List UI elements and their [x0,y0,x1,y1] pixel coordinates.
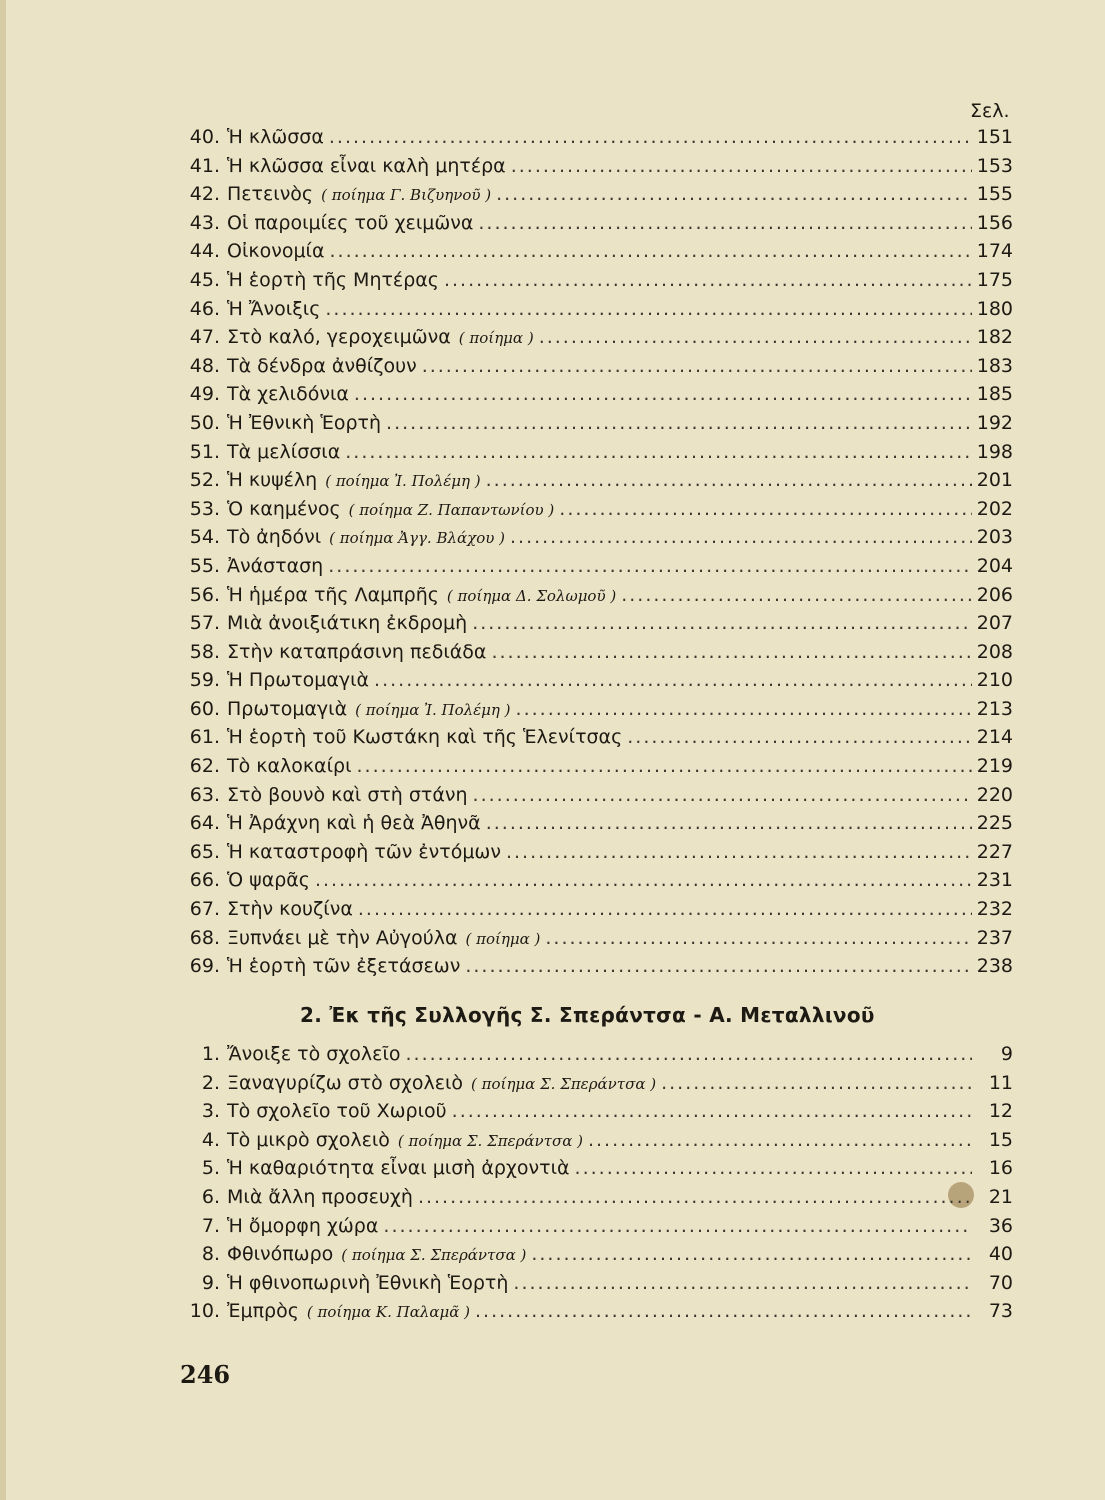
entry-page-number: 227 [976,840,1013,863]
dot-leader [486,469,972,491]
dot-leader [330,240,972,262]
dot-leader [374,669,972,691]
entry-page-number: 11 [988,1071,1013,1094]
entry-page-number: 12 [988,1100,1013,1123]
dot-leader [491,641,971,663]
entry-number: 57. [189,612,220,635]
toc-entry [175,898,1013,927]
entry-number: 54. [189,526,220,549]
toc-entry [175,726,1013,755]
dot-leader [627,726,972,748]
entry-page-number: 21 [988,1185,1013,1208]
entry-page-number: 151 [976,126,1013,148]
entry-number: 3. [201,1100,220,1123]
dot-leader [444,269,972,291]
entry-number: 1. [201,1043,220,1065]
toc-entry [175,841,1013,870]
dot-leader [545,927,971,949]
entry-number: 61. [189,726,220,749]
dot-leader [506,841,972,863]
toc-entry [175,669,1013,698]
entry-page-number: 182 [976,326,1013,349]
entry-title: Στὸ καλό, γεροχειμῶνα [227,326,451,349]
entry-page-number: 73 [988,1300,1013,1323]
entry-number: 49. [189,383,220,406]
toc-entry [175,212,1013,241]
entry-title: Τὸ σχολεῖο τοῦ Χωριοῦ [227,1100,447,1123]
entry-title: Ἡ ἑορτὴ τοῦ Κωστάκη καὶ τῆς Ἑλενίτσας [227,726,623,749]
dot-leader [588,1129,972,1151]
toc-entry [175,469,1013,498]
toc-entry [175,784,1013,813]
toc-list-section-2 [175,1043,1013,1329]
dot-leader [329,126,972,148]
entry-title: Τὸ καλοκαίρι [227,755,352,778]
toc-entry [175,698,1013,727]
entry-number: 65. [189,840,220,863]
entry-number: 66. [189,869,220,892]
entry-page-number: 237 [976,926,1013,949]
toc-entry [175,126,1013,155]
dot-leader [358,898,972,920]
entry-page-number: 202 [976,497,1013,520]
entry-page-number: 208 [976,640,1013,663]
entry-title: Ἡ ἑορτὴ τῆς Μητέρας [227,268,439,291]
entry-note: ( ποίημα Ἰ. Πολέμη ) [355,700,511,719]
toc-entry [175,183,1013,212]
entry-title: Μιὰ ἀνοιξιάτικη ἐκδρομὴ [227,612,468,635]
toc-entry [175,755,1013,784]
toc-entry [175,812,1013,841]
entry-title: Ἡ καθαριότητα εἶναι μισὴ ἀρχοντιὰ [227,1157,570,1180]
dot-leader [511,155,972,177]
entry-page-number: 207 [976,612,1013,635]
entry-title: Ἡ ἡμέρα τῆς Λαμπρῆς [227,583,439,606]
toc-entry [175,383,1013,412]
dot-leader [539,326,972,348]
entry-title: Στὸ βουνὸ καὶ στὴ στάνη [227,783,468,806]
entry-page-number: 192 [976,411,1013,434]
entry-page-number: 156 [976,211,1013,234]
entry-title: Ἡ ἑορτὴ τῶν ἐξετάσεων [227,955,461,978]
entry-title: Ὁ ψαρᾶς [227,869,310,892]
entry-number: 10. [189,1300,220,1323]
entry-number: 4. [201,1128,220,1151]
entry-number: 48. [189,354,220,377]
toc-entry [175,1215,1013,1244]
toc-entry [175,269,1013,298]
entry-number: 60. [189,697,220,720]
entry-number: 43. [189,211,220,234]
dot-leader [452,1100,972,1122]
entry-page-number: 225 [976,812,1013,835]
entry-number: 64. [189,812,220,835]
entry-title: Μιὰ ἄλλη προσευχὴ [227,1185,413,1208]
entry-page-number: 219 [976,755,1013,778]
entry-page-number: 70 [988,1271,1013,1294]
toc-entry [175,1129,1013,1158]
entry-number: 5. [201,1157,220,1180]
toc-entry [175,955,1013,984]
toc-entry [175,155,1013,184]
dot-leader [496,183,972,205]
entry-number: 53. [189,497,220,520]
dot-leader [383,1215,972,1237]
entry-number: 45. [189,268,220,291]
entry-page-number: 15 [988,1128,1013,1151]
toc-entry [175,1272,1013,1301]
entry-page-number: 201 [976,469,1013,492]
entry-number: 40. [189,126,220,148]
toc-entry [175,1043,1013,1072]
dot-leader [328,555,972,577]
entry-page-number: 220 [976,783,1013,806]
dot-leader [513,1272,972,1294]
entry-page-number: 16 [988,1157,1013,1180]
entry-title: Πετεινὸς [227,183,314,206]
entry-number: 9. [201,1271,220,1294]
page-column-label: Σελ. [970,100,1010,122]
toc-entry [175,612,1013,641]
entry-title: Τὰ χελιδόνια [227,383,349,406]
toc-entry [175,869,1013,898]
entry-page-number: 36 [988,1214,1013,1237]
entry-title: Ξαναγυρίζω στὸ σχολειὸ [227,1071,464,1094]
entry-title: Ὁ καημένος [227,497,341,520]
entry-number: 42. [189,183,220,206]
entry-number: 68. [189,926,220,949]
entry-note: ( ποίημα Δ. Σολωμοῦ ) [446,586,617,605]
entry-page-number: 40 [988,1243,1013,1266]
entry-number: 69. [189,955,220,978]
entry-note: ( ποίημα ) [465,929,541,948]
toc-entry [175,1300,1013,1329]
entry-page-number: 232 [976,898,1013,921]
entry-number: 63. [189,783,220,806]
entry-page-number: 174 [976,240,1013,263]
entry-page-number: 213 [976,697,1013,720]
dot-leader [354,383,972,405]
entry-title: Ἡ Πρωτομαγιὰ [227,669,370,692]
entry-note: ( ποίημα Ἰ. Πολέμη ) [325,472,481,491]
entry-page-number: 185 [976,383,1013,406]
entry-title: Φθινόπωρο [227,1243,334,1266]
dot-leader [661,1072,972,1094]
entry-number: 47. [189,326,220,349]
dot-leader [418,1186,972,1208]
dot-leader [345,441,971,463]
toc-entry [175,526,1013,555]
entry-number: 46. [189,297,220,320]
entry-number: 41. [189,154,220,177]
toc-entry [175,555,1013,584]
toc-entry [175,1243,1013,1272]
entry-page-number: 206 [976,583,1013,606]
entry-title: Τὰ μελίσσια [227,440,341,463]
entry-title: Ἡ καταστροφὴ τῶν ἐντόμων [227,840,501,863]
toc-entry [175,1186,1013,1215]
entry-number: 51. [189,440,220,463]
dot-leader [315,869,972,891]
entry-title: Ξυπνάει μὲ τὴν Αὐγούλα [227,926,458,949]
dot-leader [516,698,972,720]
entry-note: ( ποίημα Σ. Σπεράντσα ) [341,1246,527,1265]
entry-number: 52. [189,469,220,492]
toc-entry [175,355,1013,384]
toc-entry [175,641,1013,670]
dot-leader [478,212,971,234]
entry-title: Οἱ παροιμίες τοῦ χειμῶνα [227,211,474,234]
entry-note: ( ποίημα Ἀγγ. Βλάχου ) [329,529,505,548]
entry-number: 67. [189,898,220,921]
toc-entry [175,498,1013,527]
entry-page-number: 155 [976,183,1013,206]
entry-title: Πρωτομαγιὰ [227,697,348,720]
toc-entry [175,326,1013,355]
dot-leader [486,812,972,834]
dot-leader [325,298,971,320]
entry-title: Ἡ Ἀράχνη καὶ ἡ θεὰ Ἀθηνᾶ [227,812,481,835]
entry-number: 56. [189,583,220,606]
entry-page-number: 231 [976,869,1013,892]
entry-page-number: 214 [976,726,1013,749]
entry-note: ( ποίημα Κ. Παλαμᾶ ) [306,1303,470,1322]
entry-title: Ἡ Ἄνοιξις [227,297,321,320]
dot-leader [406,1043,973,1065]
dot-leader [531,1243,972,1265]
toc-entry [175,584,1013,613]
section-2-heading: 2. Ἐκ τῆς Συλλογῆς Σ. Σπεράντσα - Α. Μεταλλινοῦ [300,1003,875,1027]
entry-number: 55. [189,554,220,577]
entry-page-number: 175 [976,268,1013,291]
entry-title: Ἐμπρὸς [227,1300,299,1323]
dot-leader [559,498,971,520]
entry-title: Ἄνοιξε τὸ σχολεῖο [227,1043,401,1065]
dot-leader [422,355,972,377]
entry-number: 6. [201,1185,220,1208]
entry-page-number: 210 [976,669,1013,692]
entry-note: ( ποίημα Ζ. Παπαντωνίου ) [348,500,555,519]
dot-leader [475,1300,972,1322]
toc-entry [175,441,1013,470]
dot-leader [357,755,972,777]
entry-title: Ἀνάσταση [227,554,324,577]
entry-number: 62. [189,755,220,778]
entry-note: ( ποίημα Γ. Βιζυηνοῦ ) [321,186,492,205]
entry-title: Ἡ ὄμορφη χώρα [227,1214,379,1237]
dot-leader [473,784,972,806]
dot-leader [472,612,972,634]
entry-title: Στὴν κουζίνα [227,898,353,921]
entry-title: Τὸ ἀηδόνι [227,526,322,549]
entry-page-number: 238 [976,955,1013,978]
entry-number: 2. [201,1071,220,1094]
entry-number: 8. [201,1243,220,1266]
entry-number: 50. [189,411,220,434]
page-edge [0,0,6,1500]
toc-entry [175,1072,1013,1101]
page-number: 246 [180,1360,231,1389]
toc-list-section-1 [175,126,1013,984]
entry-page-number: 198 [976,440,1013,463]
entry-number: 59. [189,669,220,692]
entry-page-number: 203 [976,526,1013,549]
entry-title: Ἡ Ἐθνικὴ Ἑορτὴ [227,411,382,434]
entry-title: Ἡ κλῶσσα [227,126,324,148]
dot-leader [386,412,972,434]
entry-number: 58. [189,640,220,663]
toc-entry [175,412,1013,441]
entry-page-number: 153 [976,154,1013,177]
toc-entry [175,1100,1013,1129]
toc-entry [175,1157,1013,1186]
entry-title: Στὴν καταπράσινη πεδιάδα [227,640,487,663]
dot-leader [510,526,972,548]
entry-page-number: 204 [976,554,1013,577]
entry-page-number: 183 [976,354,1013,377]
toc-entry [175,240,1013,269]
entry-note: ( ποίημα ) [458,329,534,348]
dot-leader [575,1157,972,1179]
entry-title: Τὸ μικρὸ σχολειὸ [227,1128,390,1151]
entry-title: Τὰ δένδρα ἀνθίζουν [227,354,417,377]
dot-leader [465,955,971,977]
entry-note: ( ποίημα Σ. Σπεράντσα ) [397,1131,583,1150]
entry-title: Ἡ κλῶσσα εἶναι καλὴ μητέρα [227,154,506,177]
entry-page-number: 180 [976,297,1013,320]
entry-title: Ἡ κυψέλη [227,469,318,492]
toc-entry [175,298,1013,327]
entry-title: Οἰκονομία [227,240,325,263]
entry-number: 44. [189,240,220,263]
entry-page-number: 9 [1000,1043,1013,1065]
entry-title: Ἡ φθινοπωρινὴ Ἐθνικὴ Ἑορτὴ [227,1271,509,1294]
dot-leader [621,584,972,606]
entry-note: ( ποίημα Σ. Σπεράντσα ) [471,1074,657,1093]
toc-entry [175,927,1013,956]
entry-number: 7. [201,1214,220,1237]
